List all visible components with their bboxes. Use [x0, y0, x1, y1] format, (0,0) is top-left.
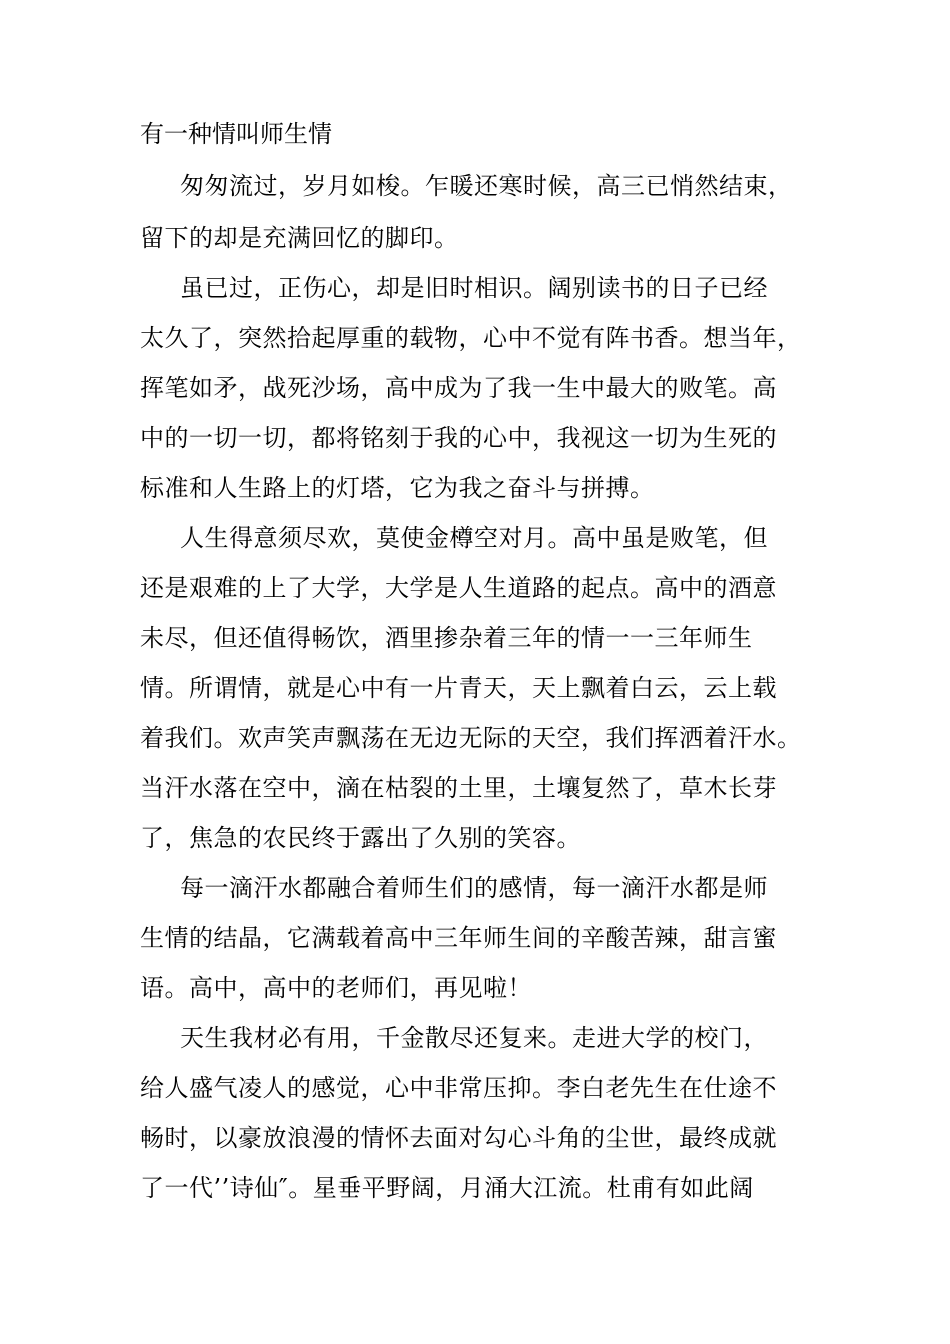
paragraph-3-line-4: 情。所谓情，就是心中有一片青天，天上飘着白云，云上载: [140, 674, 777, 702]
paragraph-3-line-1: 人生得意须尽欢，莫使金樽空对月。高中虽是败笔，但: [180, 524, 768, 552]
paragraph-5-line-2: 给人盛气凌人的感觉，心中非常压抑。李白老先生在仕途不: [140, 1074, 777, 1102]
paragraph-2-line-1: 虽已过，正伤心，却是旧时相识。阔别读书的日子已经: [180, 274, 768, 302]
paragraph-2-line-4: 中的一切一切，都将铭刻于我的心中，我视这一切为生死的: [140, 424, 777, 452]
paragraph-3-line-7: 了，焦急的农民终于露出了久别的笑容。: [140, 824, 581, 852]
paragraph-5-line-3: 畅时，以豪放浪漫的情怀去面对勾心斗角的尘世，最终成就: [140, 1124, 777, 1152]
paragraph-5-line-4: 了一代’’诗仙″。星垂平野阔，月涌大江流。杜甫有如此阔: [140, 1174, 754, 1202]
paragraph-5-line-1: 天生我材必有用，千金散尽还复来。走进大学的校门，: [180, 1024, 768, 1052]
paragraph-1-line-1: 匆匆流过，岁月如梭。乍暖还寒时候，高三已悄然结束，: [180, 172, 793, 200]
paragraph-4-line-2: 生情的结晶，它满载着高中三年师生间的辛酸苦辣，甜言蜜: [140, 924, 777, 952]
paragraph-2-line-5: 标准和人生路上的灯塔，它为我之奋斗与拼搏。: [140, 474, 655, 502]
paragraph-3-line-6: 当汗水落在空中，滴在枯裂的土里，土壤复然了，草木长芽: [140, 774, 777, 802]
paragraph-3-line-3: 未尽，但还值得畅饮，酒里掺杂着三年的情一一三年师生: [140, 624, 753, 652]
paragraph-3-line-5: 着我们。欢声笑声飘荡在无边无际的天空，我们挥洒着汗水。: [140, 724, 802, 752]
paragraph-4-line-1: 每一滴汗水都融合着师生们的感情，每一滴汗水都是师: [180, 874, 768, 902]
paragraph-2-line-2: 太久了，突然拾起厚重的载物，心中不觉有阵书香。想当年，: [140, 324, 802, 352]
paragraph-3-line-2: 还是艰难的上了大学，大学是人生道路的起点。高中的酒意: [140, 574, 777, 602]
paragraph-1-line-2: 留下的却是充满回忆的脚印。: [140, 224, 459, 252]
paragraph-2-line-3: 挥笔如矛，战死沙场，高中成为了我一生中最大的败笔。高: [140, 374, 777, 402]
document-title: 有一种情叫师生情: [140, 120, 332, 148]
paragraph-4-line-3: 语。高中，高中的老师们，再见啦！: [140, 974, 532, 1002]
